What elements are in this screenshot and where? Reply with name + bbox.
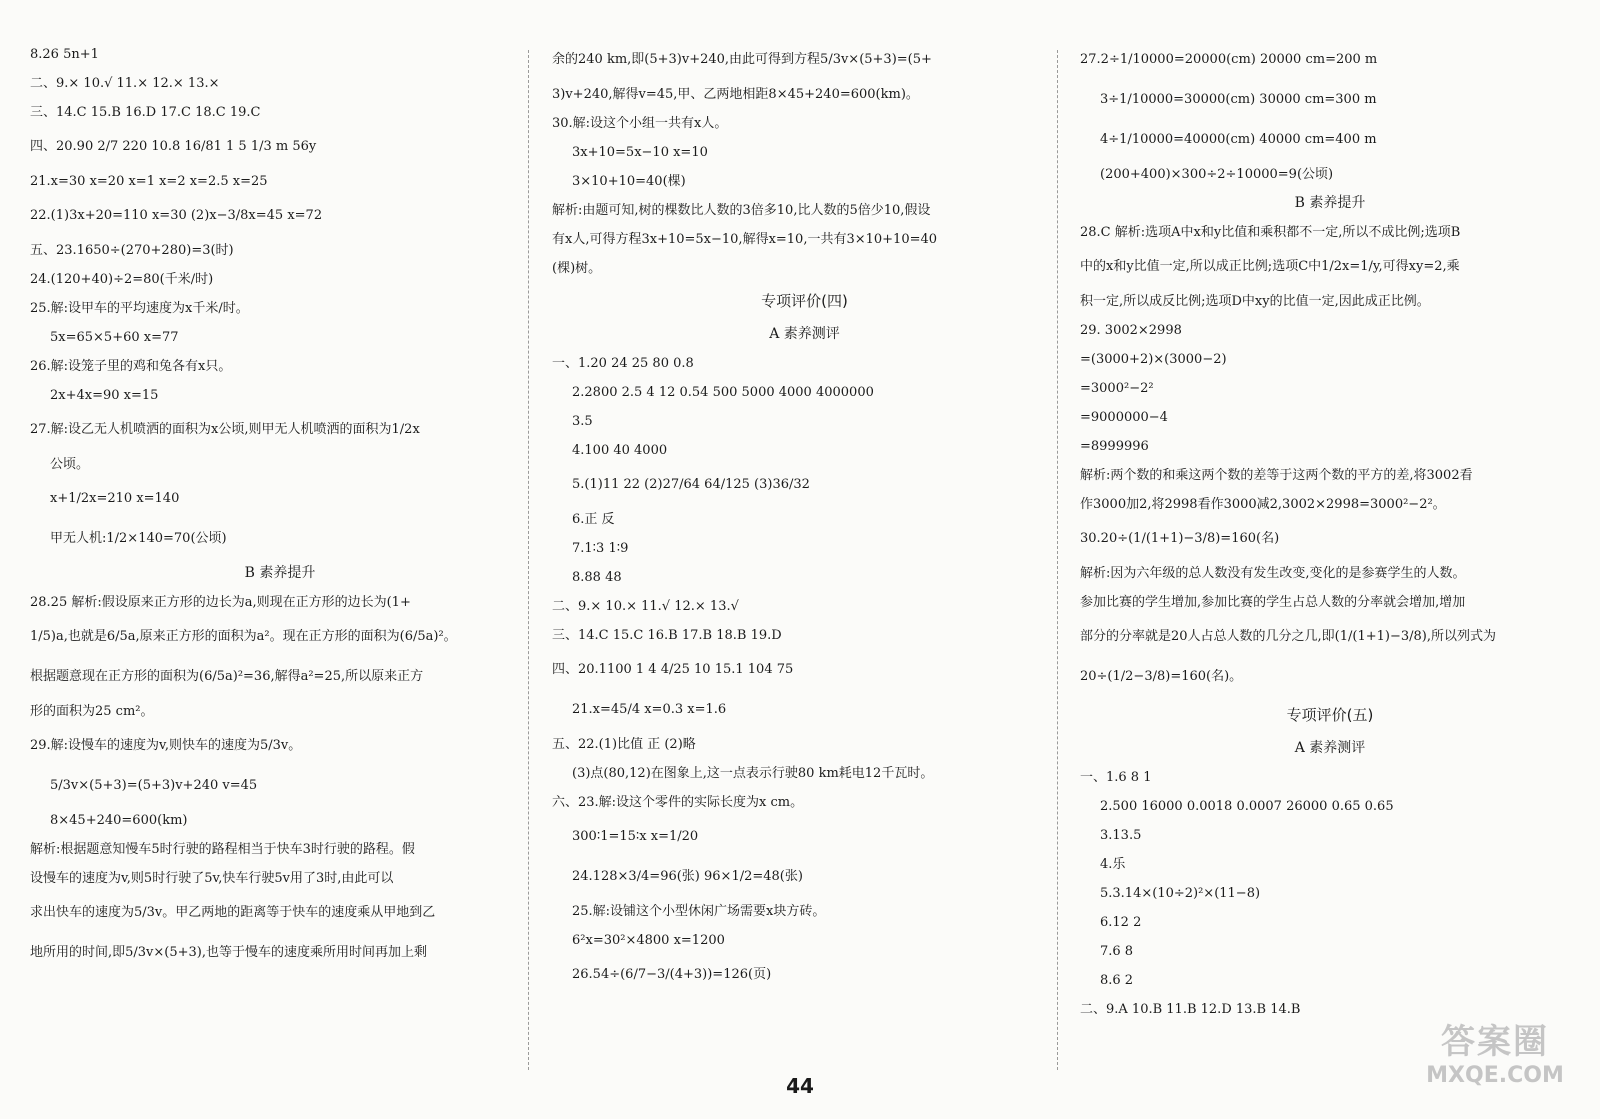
answer-line: 29.解:设慢车的速度为v,则快车的速度为5/3v。 [30, 738, 302, 753]
analysis-line: 解析:根据题意知慢车5时行驶的路程相当于快车3时行驶的路程。假 [30, 842, 415, 857]
section-subtitle: A 素养测评 [769, 326, 840, 342]
answer-line: 30.20÷(1/(1+1)−3/8)=160(名) [1080, 531, 1280, 546]
analysis-line: 解析:两个数的和乘这两个数的差等于这两个数的平方的差,将3002看 [1080, 468, 1473, 483]
analysis-line: 有x人,可得方程3x+10=5x−10,解得x=10,一共有3×10+10=40 [552, 232, 938, 247]
answer-line: 24.128×3/4=96(张) 96×1/2=48(张) [572, 869, 803, 884]
answer-line: 二、9.A 10.B 11.B 12.D 13.B 14.B [1080, 1002, 1301, 1017]
analysis-line: 解析:由题可知,树的棵数比人数的3倍多10,比人数的5倍少10,假设 [552, 203, 931, 218]
answer-line: 积一定,所以成反比例;选项D中xy的比值一定,因此成正比例。 [1080, 294, 1430, 309]
answer-line: 三、14.C 15.C 16.B 17.B 18.B 19.D [552, 628, 782, 643]
answer-line: 1/5)a,也就是6/5a,原来正方形的面积为a²。现在正方形的面积为(6/5a)²。 [30, 629, 457, 644]
answer-line: 300∶1=15∶x x=1/20 [572, 829, 699, 844]
answer-line: 一、1.6 8 1 [1080, 770, 1152, 785]
answer-line: =3000²−2² [1080, 381, 1154, 396]
answer-line: 26.54÷(6/7−3/(4+3))=126(页) [572, 967, 772, 982]
answer-line: 5/3v×(5+3)=(5+3)v+240 v=45 [50, 778, 258, 793]
answer-line: 三、14.C 15.B 16.D 17.C 18.C 19.C [30, 105, 261, 120]
right-column [1080, 40, 1580, 1024]
answer-line: 6²x=30²×4800 x=1200 [572, 933, 725, 948]
answer-line: 二、9.× 10.× 11.√ 12.× 13.√ [552, 599, 739, 614]
analysis-line: 部分的分率就是20人占总人数的几分之几,即(1/(1+1)−3/8),所以列式为 [1080, 629, 1496, 644]
answer-line: 5x=65×5+60 x=77 [50, 330, 179, 345]
answer-line: 27.2÷1/10000=20000(cm) 20000 cm=200 m [1080, 52, 1378, 67]
section-subtitle: B 素养提升 [244, 565, 316, 581]
answer-line: 四、20.1100 1 4 4/25 10 15.1 104 75 [552, 662, 794, 677]
answer-line: 3×10+10=40(棵) [572, 174, 686, 189]
watermark-bottom-text: MXQE.COM [1426, 1063, 1564, 1088]
answer-line: 3.13.5 [1100, 828, 1142, 843]
answer-line: 形的面积为25 cm²。 [30, 704, 154, 719]
answer-line: 8.88 48 [572, 570, 622, 585]
analysis-line: 参加比赛的学生增加,参加比赛的学生占总人数的分率就会增加,增加 [1080, 595, 1466, 610]
answer-line: 27.解:设乙无人机喷洒的面积为x公顷,则甲无人机喷洒的面积为1/2x [30, 422, 420, 437]
answer-line: 6.12 2 [1100, 915, 1142, 930]
answer-line: 5.3.14×(10÷2)²×(11−8) [1100, 886, 1261, 901]
answer-line: 根据题意现在正方形的面积为(6/5a)²=36,解得a²=25,所以原来正方 [30, 669, 424, 684]
answer-line: 3.5 [572, 414, 593, 429]
analysis-line: 3)v+240,解得v=45,甲、乙两地相距8×45+240=600(km)。 [552, 87, 919, 102]
analysis-line: (棵)树。 [552, 261, 602, 276]
answer-line: 2x+4x=90 x=15 [50, 388, 159, 403]
answer-line: 2.2800 2.5 4 12 0.54 500 5000 4000 4000000 [572, 385, 874, 400]
answer-line: 二、9.× 10.√ 11.× 12.× 13.× [30, 76, 220, 91]
answer-line: 5.(1)11 22 (2)27/64 64/125 (3)36/32 [572, 477, 810, 492]
answer-line: 21.x=45/4 x=0.3 x=1.6 [572, 702, 727, 717]
answer-line: 25.解:设铺这个小型休闲广场需要x块方砖。 [572, 904, 826, 919]
left-column [30, 40, 530, 973]
answer-line: 8.26 5n+1 [30, 47, 99, 62]
answer-line: 24.(120+40)÷2=80(千米/时) [30, 272, 214, 287]
answer-line: =8999996 [1080, 439, 1149, 454]
answer-line: 30.解:设这个小组一共有x人。 [552, 116, 728, 131]
answer-line: 4.乐 [1100, 857, 1126, 872]
answer-line: 7.1∶3 1∶9 [572, 541, 629, 556]
analysis-line: 余的240 km,即(5+3)v+240,由此可得到方程5/3v×(5+3)=(5+ [552, 52, 932, 67]
answer-line: 25.解:设甲车的平均速度为x千米/时。 [30, 301, 249, 316]
answer-line: 四、20.90 2/7 220 10.8 16/81 1 5 1/3 m 56y [30, 139, 317, 154]
answer-line: 甲无人机:1/2×140=70(公顷) [50, 531, 227, 546]
answer-line: 21.x=30 x=20 x=1 x=2 x=2.5 x=25 [30, 174, 268, 189]
answer-line: 五、22.(1)比值 正 (2)略 [552, 737, 696, 752]
answer-line: =9000000−4 [1080, 410, 1168, 425]
analysis-line: 设慢车的速度为v,则5时行驶了5v,快车行驶5v用了3时,由此可以 [30, 871, 394, 886]
watermark-logo [1420, 1014, 1570, 1109]
answer-line: 五、23.1650÷(270+280)=3(时) [30, 243, 234, 258]
answer-line: 公顷。 [50, 457, 90, 472]
section-title: 专项评价(四) [761, 292, 848, 310]
page-number: 44 [786, 1074, 814, 1098]
answer-line: 一、1.20 24 25 80 0.8 [552, 356, 694, 371]
section-title: 专项评价(五) [1286, 706, 1374, 724]
analysis-line: 20÷(1/2−3/8)=160(名)。 [1080, 669, 1243, 684]
answer-line: 中的x和y比值一定,所以成正比例;选项C中1/2x=1/y,可得xy=2,乘 [1080, 259, 1460, 274]
answer-line: 8×45+240=600(km) [50, 813, 188, 828]
answer-line: 26.解:设笼子里的鸡和兔各有x只。 [30, 359, 232, 374]
watermark-top-text: 答案圈 [1441, 1022, 1549, 1062]
analysis-line: 作3000加2,将2998看作3000减2,3002×2998=3000²−2²。 [1080, 497, 1446, 512]
answer-line: 4.100 40 4000 [572, 443, 668, 458]
answer-line: 7.6 8 [1100, 944, 1134, 959]
answer-line: 2.500 16000 0.0018 0.0007 26000 0.65 0.65 [1100, 799, 1394, 814]
answer-line: 28.25 解析:假设原来正方形的边长为a,则现在正方形的边长为(1+ [30, 595, 411, 610]
answer-line: 8.6 2 [1100, 973, 1134, 988]
answer-line: 3x+10=5x−10 x=10 [572, 145, 708, 160]
answer-line: 3÷1/10000=30000(cm) 30000 cm=300 m [1100, 92, 1377, 107]
section-subtitle: A 素养测评 [1294, 740, 1366, 756]
middle-column [552, 40, 1057, 995]
answer-line: 6.正 反 [572, 512, 615, 527]
analysis-line: 解析:因为六年级的总人数没有发生改变,变化的是参赛学生的人数。 [1080, 566, 1466, 581]
answer-line: (200+400)×300÷2÷10000=9(公顷) [1100, 167, 1334, 182]
answer-line: 4÷1/10000=40000(cm) 40000 cm=400 m [1100, 132, 1377, 147]
column-divider-right [1057, 50, 1058, 1070]
analysis-line: 求出快车的速度为5/3v。甲乙两地的距离等于快车的速度乘从甲地到乙 [30, 905, 436, 920]
section-subtitle: B 素养提升 [1294, 195, 1366, 211]
answer-line: =(3000+2)×(3000−2) [1080, 352, 1227, 367]
answer-line: (3)点(80,12)在图象上,这一点表示行驶80 km耗电12千瓦时。 [572, 766, 934, 781]
answer-line: 28.C 解析:选项A中x和y比值和乘积都不一定,所以不成比例;选项B [1080, 225, 1461, 240]
answer-line: x+1/2x=210 x=140 [50, 491, 180, 506]
answer-line: 29. 3002×2998 [1080, 323, 1182, 338]
answer-line: 六、23.解:设这个零件的实际长度为x cm。 [552, 795, 804, 810]
answer-line: 22.(1)3x+20=110 x=30 (2)x−3/8x=45 x=72 [30, 208, 323, 223]
analysis-line: 地所用的时间,即5/3v×(5+3),也等于慢车的速度乘所用时间再加上剩 [30, 945, 428, 960]
